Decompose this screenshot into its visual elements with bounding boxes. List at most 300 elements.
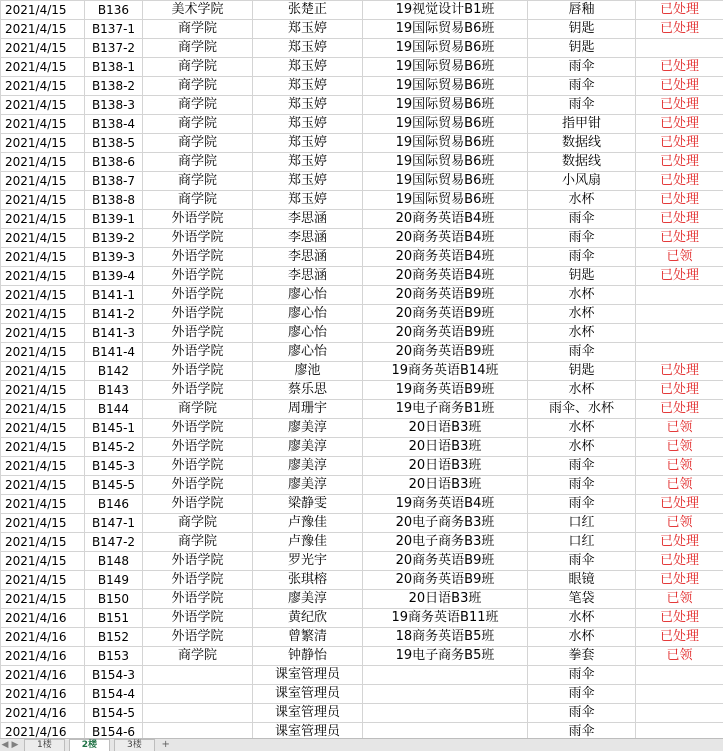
- cell-class[interactable]: 19国际贸易B6班: [363, 20, 528, 39]
- cell-item-code[interactable]: B136: [85, 1, 143, 20]
- cell-class[interactable]: 19视觉设计B1班: [363, 1, 528, 20]
- cell-item-code[interactable]: B139-2: [85, 229, 143, 248]
- cell-name[interactable]: 课室管理员: [253, 723, 363, 739]
- sheet-tab-2[interactable]: 2楼: [69, 739, 110, 751]
- cell-name[interactable]: 张琪榕: [253, 571, 363, 590]
- cell-name[interactable]: 曾繁清: [253, 628, 363, 647]
- cell-item-code[interactable]: B153: [85, 647, 143, 666]
- cell-status[interactable]: [636, 685, 723, 704]
- cell-class[interactable]: 20日语B3班: [363, 476, 528, 495]
- cell-college[interactable]: 外语学院: [143, 286, 253, 305]
- cell-status[interactable]: 已处理: [636, 533, 723, 552]
- cell-class[interactable]: 19国际贸易B6班: [363, 153, 528, 172]
- cell-class[interactable]: 19商务英语B11班: [363, 609, 528, 628]
- cell-date[interactable]: 2021/4/15: [1, 419, 85, 438]
- cell-college[interactable]: [143, 723, 253, 739]
- cell-name[interactable]: 廖心怡: [253, 324, 363, 343]
- table-row: [1, 115, 723, 134]
- cell-item-code[interactable]: B137-1: [85, 20, 143, 39]
- cell-class[interactable]: 19国际贸易B6班: [363, 39, 528, 58]
- cell-college[interactable]: 美术学院: [143, 1, 253, 20]
- cell-status[interactable]: [636, 305, 723, 324]
- cell-name[interactable]: 罗光宇: [253, 552, 363, 571]
- cell-status[interactable]: [636, 343, 723, 362]
- cell-college[interactable]: 外语学院: [143, 590, 253, 609]
- cell-lost-item[interactable]: 雨伞: [528, 229, 636, 248]
- cell-name[interactable]: 周珊宇: [253, 400, 363, 419]
- cell-lost-item[interactable]: 口红: [528, 514, 636, 533]
- cell-class[interactable]: 20商务英语B4班: [363, 229, 528, 248]
- cell-status[interactable]: 已处理: [636, 400, 723, 419]
- cell-date[interactable]: 2021/4/15: [1, 438, 85, 457]
- cell-date[interactable]: 2021/4/15: [1, 343, 85, 362]
- cell-lost-item[interactable]: 唇釉: [528, 1, 636, 20]
- cell-item-code[interactable]: B141-3: [85, 324, 143, 343]
- cell-class[interactable]: 19国际贸易B6班: [363, 134, 528, 153]
- cell-college[interactable]: 商学院: [143, 172, 253, 191]
- cell-lost-item[interactable]: 指甲钳: [528, 115, 636, 134]
- cell-lost-item[interactable]: 雨伞: [528, 495, 636, 514]
- table-row: [1, 286, 723, 305]
- cell-name[interactable]: 李思涵: [253, 267, 363, 286]
- cell-date[interactable]: 2021/4/15: [1, 77, 85, 96]
- cell-class[interactable]: 19国际贸易B6班: [363, 172, 528, 191]
- cell-status[interactable]: 已处理: [636, 362, 723, 381]
- cell-status[interactable]: 已处理: [636, 134, 723, 153]
- cell-class[interactable]: 20电子商务B3班: [363, 533, 528, 552]
- cell-item-code[interactable]: B148: [85, 552, 143, 571]
- cell-college[interactable]: 外语学院: [143, 552, 253, 571]
- cell-class[interactable]: [363, 723, 528, 739]
- cell-date[interactable]: 2021/4/16: [1, 685, 85, 704]
- cell-date[interactable]: 2021/4/15: [1, 39, 85, 58]
- cell-date[interactable]: 2021/4/15: [1, 305, 85, 324]
- cell-status[interactable]: 已处理: [636, 609, 723, 628]
- cell-status[interactable]: 已领: [636, 457, 723, 476]
- cell-status[interactable]: 已领: [636, 438, 723, 457]
- cell-date[interactable]: 2021/4/15: [1, 552, 85, 571]
- cell-lost-item[interactable]: 雨伞: [528, 552, 636, 571]
- cell-status[interactable]: 已处理: [636, 20, 723, 39]
- cell-item-code[interactable]: B154-5: [85, 704, 143, 723]
- cell-lost-item[interactable]: 雨伞、水杯: [528, 400, 636, 419]
- cell-date[interactable]: 2021/4/15: [1, 1, 85, 20]
- cell-item-code[interactable]: B154-3: [85, 666, 143, 685]
- cell-class[interactable]: 20商务英语B9班: [363, 343, 528, 362]
- cell-name[interactable]: 郑玉婷: [253, 172, 363, 191]
- cell-lost-item[interactable]: 钥匙: [528, 362, 636, 381]
- cell-name[interactable]: 廖美淳: [253, 590, 363, 609]
- cell-lost-item[interactable]: 钥匙: [528, 39, 636, 58]
- cell-item-code[interactable]: B138-1: [85, 58, 143, 77]
- cell-item-code[interactable]: B139-4: [85, 267, 143, 286]
- table-row: [1, 590, 723, 609]
- cell-lost-item[interactable]: 拳套: [528, 647, 636, 666]
- cell-item-code[interactable]: B151: [85, 609, 143, 628]
- table-row: [1, 248, 723, 267]
- cell-item-code[interactable]: B149: [85, 571, 143, 590]
- cell-status[interactable]: 已处理: [636, 571, 723, 590]
- cell-class[interactable]: [363, 704, 528, 723]
- cell-college[interactable]: 外语学院: [143, 438, 253, 457]
- cell-date[interactable]: 2021/4/15: [1, 495, 85, 514]
- cell-status[interactable]: 已处理: [636, 381, 723, 400]
- cell-item-code[interactable]: B146: [85, 495, 143, 514]
- cell-name[interactable]: 廖美淳: [253, 419, 363, 438]
- cell-status[interactable]: [636, 704, 723, 723]
- cell-date[interactable]: 2021/4/15: [1, 134, 85, 153]
- cell-college[interactable]: 商学院: [143, 153, 253, 172]
- cell-date[interactable]: 2021/4/15: [1, 191, 85, 210]
- cell-item-code[interactable]: B150: [85, 590, 143, 609]
- cell-lost-item[interactable]: 钥匙: [528, 20, 636, 39]
- cell-lost-item[interactable]: 口红: [528, 533, 636, 552]
- cell-date[interactable]: 2021/4/15: [1, 229, 85, 248]
- cell-date[interactable]: 2021/4/15: [1, 153, 85, 172]
- cell-status[interactable]: 已领: [636, 476, 723, 495]
- cell-class[interactable]: 20商务英语B9班: [363, 286, 528, 305]
- cell-date[interactable]: 2021/4/15: [1, 533, 85, 552]
- cell-lost-item[interactable]: 雨伞: [528, 666, 636, 685]
- cell-status[interactable]: 已处理: [636, 229, 723, 248]
- cell-status[interactable]: 已处理: [636, 495, 723, 514]
- cell-college[interactable]: 商学院: [143, 58, 253, 77]
- cell-class[interactable]: 19电子商务B5班: [363, 647, 528, 666]
- cell-name[interactable]: 廖美淳: [253, 438, 363, 457]
- cell-status[interactable]: 已处理: [636, 191, 723, 210]
- cell-item-code[interactable]: B141-4: [85, 343, 143, 362]
- cell-date[interactable]: 2021/4/15: [1, 286, 85, 305]
- cell-name[interactable]: 郑玉婷: [253, 77, 363, 96]
- cell-item-code[interactable]: B145-5: [85, 476, 143, 495]
- cell-name[interactable]: 廖心怡: [253, 286, 363, 305]
- cell-class[interactable]: 19国际贸易B6班: [363, 77, 528, 96]
- cell-date[interactable]: 2021/4/15: [1, 248, 85, 267]
- cell-class[interactable]: 20商务英语B9班: [363, 571, 528, 590]
- cell-item-code[interactable]: B139-3: [85, 248, 143, 267]
- cell-item-code[interactable]: B152: [85, 628, 143, 647]
- cell-name[interactable]: 梁静雯: [253, 495, 363, 514]
- cell-college[interactable]: 商学院: [143, 96, 253, 115]
- cell-date[interactable]: 2021/4/16: [1, 609, 85, 628]
- cell-item-code[interactable]: B142: [85, 362, 143, 381]
- cell-item-code[interactable]: B145-1: [85, 419, 143, 438]
- cell-name[interactable]: 廖心怡: [253, 305, 363, 324]
- table-row: [1, 476, 723, 495]
- cell-lost-item[interactable]: 眼镜: [528, 571, 636, 590]
- cell-status[interactable]: [636, 286, 723, 305]
- cell-lost-item[interactable]: 数据线: [528, 153, 636, 172]
- cell-date[interactable]: 2021/4/15: [1, 476, 85, 495]
- cell-college[interactable]: 外语学院: [143, 305, 253, 324]
- cell-lost-item[interactable]: 雨伞: [528, 343, 636, 362]
- cell-date[interactable]: 2021/4/15: [1, 514, 85, 533]
- cell-college[interactable]: 外语学院: [143, 343, 253, 362]
- cell-college[interactable]: 外语学院: [143, 609, 253, 628]
- cell-class[interactable]: 19商务英语B9班: [363, 381, 528, 400]
- table-row: [1, 723, 723, 739]
- cell-lost-item[interactable]: 水杯: [528, 609, 636, 628]
- cell-item-code[interactable]: B138-6: [85, 153, 143, 172]
- cell-date[interactable]: 2021/4/15: [1, 590, 85, 609]
- cell-lost-item[interactable]: 小风扇: [528, 172, 636, 191]
- sheet-tab-1[interactable]: 1楼: [24, 739, 65, 751]
- cell-college[interactable]: [143, 704, 253, 723]
- cell-college[interactable]: 外语学院: [143, 495, 253, 514]
- cell-item-code[interactable]: B145-2: [85, 438, 143, 457]
- plus-icon[interactable]: +: [161, 739, 170, 750]
- cell-lost-item[interactable]: 水杯: [528, 324, 636, 343]
- cell-date[interactable]: 2021/4/15: [1, 362, 85, 381]
- cell-status[interactable]: 已处理: [636, 58, 723, 77]
- cell-name[interactable]: 郑玉婷: [253, 153, 363, 172]
- cell-date[interactable]: 2021/4/16: [1, 723, 85, 739]
- cell-item-code[interactable]: B145-3: [85, 457, 143, 476]
- cell-college[interactable]: [143, 685, 253, 704]
- cell-date[interactable]: 2021/4/15: [1, 400, 85, 419]
- cell-lost-item[interactable]: 笔袋: [528, 590, 636, 609]
- cell-college[interactable]: 外语学院: [143, 324, 253, 343]
- table-row: [1, 400, 723, 419]
- cell-college[interactable]: 外语学院: [143, 628, 253, 647]
- cell-name[interactable]: 郑玉婷: [253, 115, 363, 134]
- cell-date[interactable]: 2021/4/15: [1, 381, 85, 400]
- cell-college[interactable]: 商学院: [143, 39, 253, 58]
- cell-item-code[interactable]: B138-3: [85, 96, 143, 115]
- cell-item-code[interactable]: B143: [85, 381, 143, 400]
- cell-lost-item[interactable]: 水杯: [528, 305, 636, 324]
- cell-class[interactable]: 20商务英语B4班: [363, 267, 528, 286]
- cell-lost-item[interactable]: 雨伞: [528, 58, 636, 77]
- table-row: [1, 647, 723, 666]
- cell-status[interactable]: [636, 324, 723, 343]
- cell-name[interactable]: 郑玉婷: [253, 39, 363, 58]
- cell-status[interactable]: 已处理: [636, 153, 723, 172]
- cell-name[interactable]: 李思涵: [253, 210, 363, 229]
- table-row: [1, 267, 723, 286]
- cell-college[interactable]: 外语学院: [143, 419, 253, 438]
- cell-class[interactable]: 19国际贸易B6班: [363, 58, 528, 77]
- cell-date[interactable]: 2021/4/15: [1, 20, 85, 39]
- table-row: [1, 324, 723, 343]
- cell-college[interactable]: 外语学院: [143, 457, 253, 476]
- cell-status[interactable]: 已处理: [636, 96, 723, 115]
- cell-name[interactable]: 郑玉婷: [253, 134, 363, 153]
- cell-status[interactable]: 已领: [636, 248, 723, 267]
- cell-lost-item[interactable]: 水杯: [528, 286, 636, 305]
- cell-status[interactable]: 已处理: [636, 552, 723, 571]
- cell-date[interactable]: 2021/4/15: [1, 457, 85, 476]
- cell-status[interactable]: [636, 39, 723, 58]
- cell-name[interactable]: 黄纪欣: [253, 609, 363, 628]
- cell-lost-item[interactable]: 雨伞: [528, 457, 636, 476]
- cell-college[interactable]: 商学院: [143, 20, 253, 39]
- cell-item-code[interactable]: B147-2: [85, 533, 143, 552]
- cell-name[interactable]: 郑玉婷: [253, 58, 363, 77]
- cell-date[interactable]: 2021/4/15: [1, 172, 85, 191]
- cell-item-code[interactable]: B138-4: [85, 115, 143, 134]
- caret-right-icon[interactable]: ▶: [11, 740, 19, 750]
- cell-college[interactable]: 商学院: [143, 533, 253, 552]
- cell-status[interactable]: 已处理: [636, 115, 723, 134]
- cell-name[interactable]: 李思涵: [253, 248, 363, 267]
- cell-college[interactable]: 商学院: [143, 134, 253, 153]
- cell-status[interactable]: 已处理: [636, 1, 723, 20]
- table-row: [1, 514, 723, 533]
- cell-name[interactable]: 卢豫佳: [253, 514, 363, 533]
- cell-date[interactable]: 2021/4/16: [1, 666, 85, 685]
- table-row: [1, 191, 723, 210]
- cell-name[interactable]: 张楚正: [253, 1, 363, 20]
- cell-class[interactable]: 20日语B3班: [363, 419, 528, 438]
- cell-lost-item[interactable]: 雨伞: [528, 96, 636, 115]
- cell-college[interactable]: 外语学院: [143, 248, 253, 267]
- cell-college[interactable]: 外语学院: [143, 210, 253, 229]
- cell-college[interactable]: 外语学院: [143, 476, 253, 495]
- table-row: [1, 609, 723, 628]
- cell-lost-item[interactable]: 水杯: [528, 628, 636, 647]
- cell-lost-item[interactable]: 水杯: [528, 191, 636, 210]
- cell-name[interactable]: 课室管理员: [253, 704, 363, 723]
- cell-lost-item[interactable]: 水杯: [528, 438, 636, 457]
- cell-item-code[interactable]: B154-6: [85, 723, 143, 739]
- cell-item-code[interactable]: B147-1: [85, 514, 143, 533]
- table-row: [1, 1, 723, 20]
- cell-lost-item[interactable]: 钥匙: [528, 267, 636, 286]
- cell-class[interactable]: 19电子商务B1班: [363, 400, 528, 419]
- cell-name[interactable]: 课室管理员: [253, 685, 363, 704]
- cell-college[interactable]: 外语学院: [143, 571, 253, 590]
- cell-date[interactable]: 2021/4/16: [1, 628, 85, 647]
- cell-item-code[interactable]: B141-1: [85, 286, 143, 305]
- cell-class[interactable]: 20商务英语B9班: [363, 305, 528, 324]
- cell-college[interactable]: 商学院: [143, 647, 253, 666]
- cell-name[interactable]: 廖池: [253, 362, 363, 381]
- cell-college[interactable]: 商学院: [143, 514, 253, 533]
- table-row: [1, 77, 723, 96]
- table-row: [1, 229, 723, 248]
- cell-lost-item[interactable]: 雨伞: [528, 77, 636, 96]
- cell-item-code[interactable]: B141-2: [85, 305, 143, 324]
- cell-status[interactable]: 已领: [636, 647, 723, 666]
- cell-class[interactable]: [363, 685, 528, 704]
- cell-name[interactable]: 郑玉婷: [253, 20, 363, 39]
- cell-college[interactable]: 商学院: [143, 77, 253, 96]
- cell-item-code[interactable]: B154-4: [85, 685, 143, 704]
- cell-date[interactable]: 2021/4/15: [1, 96, 85, 115]
- cell-lost-item[interactable]: 雨伞: [528, 476, 636, 495]
- cell-status[interactable]: 已处理: [636, 172, 723, 191]
- table-row: [1, 153, 723, 172]
- cell-lost-item[interactable]: 雨伞: [528, 723, 636, 739]
- sheet-tab-3[interactable]: 3楼: [114, 739, 155, 751]
- cell-date[interactable]: 2021/4/15: [1, 571, 85, 590]
- cell-date[interactable]: 2021/4/16: [1, 704, 85, 723]
- cell-class[interactable]: 20商务英语B4班: [363, 210, 528, 229]
- cell-status[interactable]: 已处理: [636, 210, 723, 229]
- cell-name[interactable]: 李思涵: [253, 229, 363, 248]
- cell-item-code[interactable]: B144: [85, 400, 143, 419]
- cell-class[interactable]: 19国际贸易B6班: [363, 96, 528, 115]
- cell-college[interactable]: 外语学院: [143, 229, 253, 248]
- cell-class[interactable]: 19国际贸易B6班: [363, 115, 528, 134]
- cell-college[interactable]: 商学院: [143, 191, 253, 210]
- cell-name[interactable]: 钟静怡: [253, 647, 363, 666]
- cell-lost-item[interactable]: 雨伞: [528, 248, 636, 267]
- cell-item-code[interactable]: B138-5: [85, 134, 143, 153]
- cell-college[interactable]: 商学院: [143, 115, 253, 134]
- cell-name[interactable]: 卢豫佳: [253, 533, 363, 552]
- cell-lost-item[interactable]: 雨伞: [528, 210, 636, 229]
- cell-class[interactable]: 19商务英语B14班: [363, 362, 528, 381]
- cell-name[interactable]: 廖美淳: [253, 476, 363, 495]
- cell-item-code[interactable]: B139-1: [85, 210, 143, 229]
- cell-class[interactable]: 20日语B3班: [363, 590, 528, 609]
- cell-date[interactable]: 2021/4/15: [1, 115, 85, 134]
- cell-class[interactable]: 20商务英语B9班: [363, 552, 528, 571]
- cell-college[interactable]: 外语学院: [143, 267, 253, 286]
- cell-lost-item[interactable]: 水杯: [528, 419, 636, 438]
- cell-college[interactable]: [143, 666, 253, 685]
- cell-item-code[interactable]: B138-2: [85, 77, 143, 96]
- cell-status[interactable]: 已领: [636, 514, 723, 533]
- cell-status[interactable]: [636, 666, 723, 685]
- cell-item-code[interactable]: B138-8: [85, 191, 143, 210]
- cell-name[interactable]: 郑玉婷: [253, 96, 363, 115]
- cell-class[interactable]: 20日语B3班: [363, 438, 528, 457]
- table-row: [1, 533, 723, 552]
- cell-date[interactable]: 2021/4/15: [1, 210, 85, 229]
- cell-status[interactable]: 已领: [636, 419, 723, 438]
- cell-class[interactable]: 19国际贸易B6班: [363, 191, 528, 210]
- cell-status[interactable]: 已领: [636, 590, 723, 609]
- table-row: [1, 457, 723, 476]
- cell-status[interactable]: 已处理: [636, 267, 723, 286]
- table-row: [1, 685, 723, 704]
- cell-class[interactable]: 18商务英语B5班: [363, 628, 528, 647]
- cell-lost-item[interactable]: 数据线: [528, 134, 636, 153]
- cell-status[interactable]: [636, 723, 723, 739]
- table-row: [1, 666, 723, 685]
- cell-lost-item[interactable]: 水杯: [528, 381, 636, 400]
- cell-name[interactable]: 课室管理员: [253, 666, 363, 685]
- cell-date[interactable]: 2021/4/15: [1, 58, 85, 77]
- cell-class[interactable]: 20日语B3班: [363, 457, 528, 476]
- cell-class[interactable]: 20电子商务B3班: [363, 514, 528, 533]
- cell-date[interactable]: 2021/4/16: [1, 647, 85, 666]
- caret-left-icon[interactable]: ◀: [1, 740, 9, 750]
- cell-name[interactable]: 郑玉婷: [253, 191, 363, 210]
- cell-date[interactable]: 2021/4/15: [1, 267, 85, 286]
- cell-name[interactable]: 廖心怡: [253, 343, 363, 362]
- cell-class[interactable]: 20商务英语B9班: [363, 324, 528, 343]
- cell-date[interactable]: 2021/4/15: [1, 324, 85, 343]
- cell-class[interactable]: 19商务英语B4班: [363, 495, 528, 514]
- cell-college[interactable]: 外语学院: [143, 362, 253, 381]
- cell-status[interactable]: 已处理: [636, 628, 723, 647]
- cell-status[interactable]: 已处理: [636, 77, 723, 96]
- cell-lost-item[interactable]: 雨伞: [528, 704, 636, 723]
- cell-name[interactable]: 廖美淳: [253, 457, 363, 476]
- cell-college[interactable]: 商学院: [143, 400, 253, 419]
- cell-college[interactable]: 外语学院: [143, 381, 253, 400]
- cell-class[interactable]: 20商务英语B4班: [363, 248, 528, 267]
- cell-item-code[interactable]: B137-2: [85, 39, 143, 58]
- cell-class[interactable]: [363, 666, 528, 685]
- cell-item-code[interactable]: B138-7: [85, 172, 143, 191]
- cell-name[interactable]: 蔡乐思: [253, 381, 363, 400]
- cell-lost-item[interactable]: 雨伞: [528, 685, 636, 704]
